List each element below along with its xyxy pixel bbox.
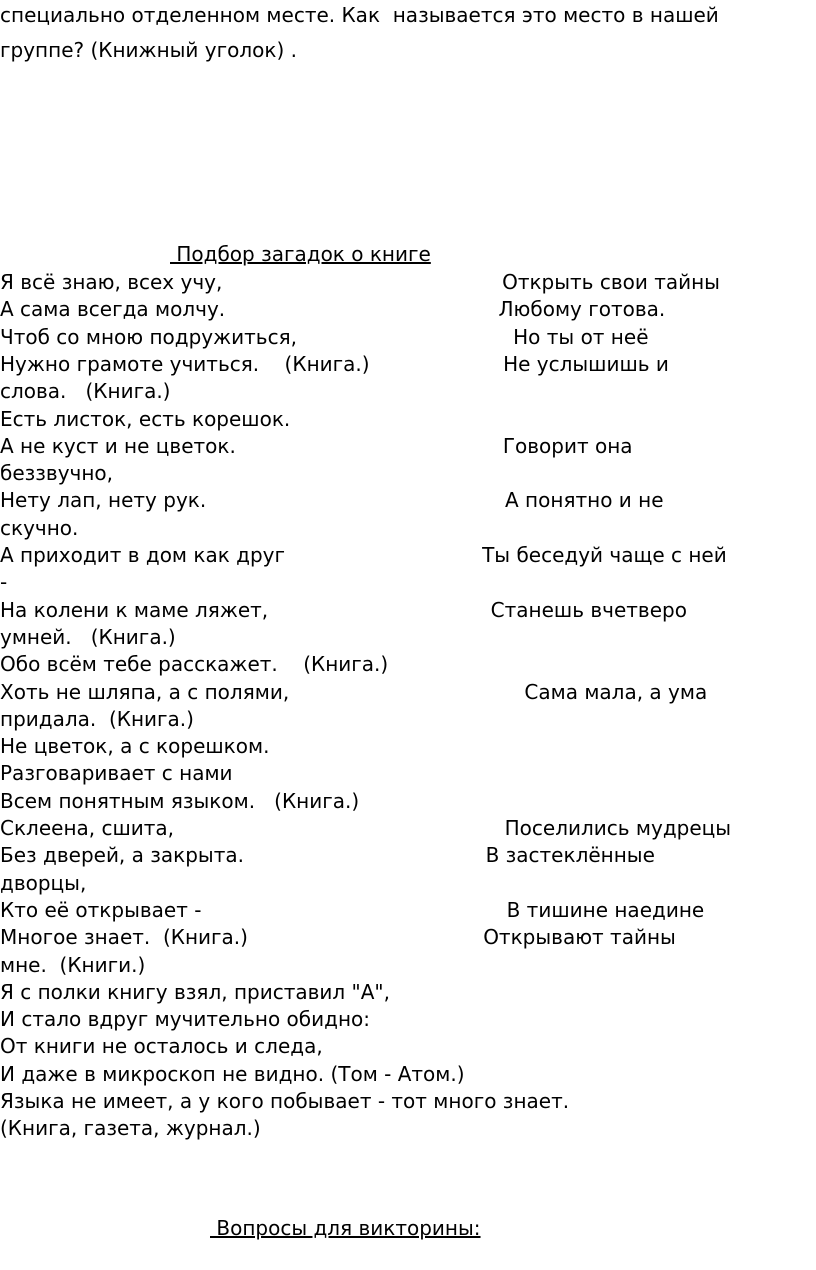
riddle-line: Нужно грамоте учиться. (Книга.) Не услышишь и — [0, 352, 669, 376]
riddle-line: Нету лап, нету рук. А понятно и не — [0, 488, 664, 512]
riddle-line: слова. (Книга.) — [0, 379, 171, 403]
riddle-line: И стало вдруг мучительно обидно: — [0, 1007, 370, 1031]
riddle-line: умней. (Книга.) — [0, 625, 176, 649]
riddle-line: На колени к маме ляжет, Станешь вчетверо — [0, 598, 687, 622]
riddle-line: придала. (Книга.) — [0, 707, 194, 731]
riddle-line: От книги не осталось и следа, — [0, 1034, 323, 1058]
riddle-line: скучно. — [0, 516, 79, 540]
quiz-heading: Вопросы для викторины: — [210, 1216, 481, 1240]
riddle-line: Разговаривает с нами — [0, 761, 233, 785]
riddle-line: А приходит в дом как друг Ты беседуй чаще с ней — [0, 543, 727, 567]
riddle-line: Всем понятным языком. (Книга.) — [0, 789, 360, 813]
riddle-line: А не куст и не цветок. Говорит она — [0, 434, 633, 458]
riddle-line: мне. (Книги.) — [0, 953, 146, 977]
riddle-line: Многое знает. (Книга.) Открывают тайны — [0, 925, 676, 949]
riddle-line: Языка не имеет, а у кого побывает - тот много знает. — [0, 1089, 570, 1113]
riddle-line: беззвучно, — [0, 461, 114, 485]
riddle-line: Я всё знаю, всех учу, Открыть свои тайны — [0, 270, 720, 294]
riddle-line: А сама всегда молчу. Любому готова. — [0, 297, 666, 321]
riddle-line: Чтоб со мною подружиться, Но ты от неё — [0, 325, 649, 349]
intro-line: специально отделенном месте. Как называется это место в нашей — [0, 3, 719, 27]
riddle-line: (Книга, газета, журнал.) — [0, 1116, 261, 1140]
riddle-line: Не цветок, а с корешком. — [0, 734, 270, 758]
intro-line: группе? (Книжный уголок) . — [0, 38, 297, 62]
riddle-line: Без дверей, а закрыта. В застеклённые — [0, 843, 655, 867]
riddle-line: Хоть не шляпа, а с полями, Сама мала, а ума — [0, 680, 708, 704]
riddle-line: Обо всём тебе расскажет. (Книга.) — [0, 652, 389, 676]
riddle-line: Кто её открывает - В тишине наедине — [0, 898, 705, 922]
riddle-line: дворцы, — [0, 871, 87, 895]
riddles-heading: Подбор загадок о книге — [170, 242, 431, 266]
riddle-line: Склеена, сшита, Поселились мудрецы — [0, 816, 732, 840]
riddle-line: Есть листок, есть корешок. — [0, 407, 291, 431]
riddle-line: Я с полки книгу взял, приставил "А", — [0, 980, 390, 1004]
riddle-line: - — [0, 570, 8, 594]
riddle-line: И даже в микроскоп не видно. (Том - Атом.) — [0, 1062, 465, 1086]
